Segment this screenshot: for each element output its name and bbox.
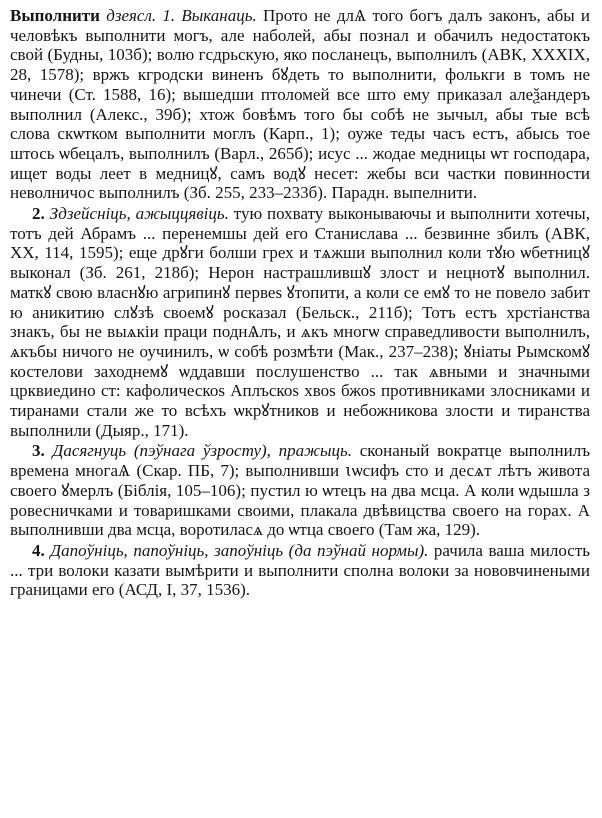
entry-body: рачила ваша милость ... три волоки казати вымѣрити и выполнити сполна волоки за нововчинеными границами его (АСД, I, 37, 1536). [10, 540, 591, 600]
entry-definition: Здзейсніць, ажыццявіць. [49, 204, 229, 224]
entry-body: Прото не длѦ того богъ далъ законъ, абы и человѣкъ выполнити могъ, але наболей, абы познал и обачилъ недостатокъ свой (Будны, 103б); волю гсдрьскую, яко посланецъ, выполнилъ (АВК, XXXIX, 28, 1578); вржъ кгродски виненъ бꙋдеть то выполнити, фолькги в томъ не чинечи (Ст. 1588, 16); вышедши птоломей все што ему приказал алеѯандеръ выполнил (Алекс., 39б); хтож бовѣмъ того бы собѣ не зычыл, абы тые всѣ слова скѡтком выполнити моглъ (Карп., 1); оуже теды часъ естъ, абысь тое штось ѡбецалъ, выполнилъ (Варл., 265б); исус ... жодае медницы ѡт господара, ищет воды леет в медницꙋ, самъ водꙋ несет: жебы вси частки повинности неволничос выполнилъ (Зб. 255, 233–233б). Парадн. выпелнити. [10, 6, 591, 203]
entry-definition: дзеясл. 1. Выканаць. [106, 6, 257, 25]
dictionary-entry-2 [10, 204, 590, 440]
entry-definition: Дасягнуць (пэўнага ўзросту), пражыць. [52, 441, 352, 461]
entry-body: тую похвату выконываючы и выполнити хотечы, тотъ дей Абрамъ ... перенемшы дей его Станислава ... безвинне збилъ (АВК, XX, 114, 1595); еще дрꙋги болши грех и тѧжши выполнил коли тꙋю ѡбетницꙋ выконал (Зб. 261, 218б); Нерон настрашлившꙋ злост и нецнотꙋ выполнил. маткꙋ свою власнꙋю агрипинꙋ первеѕ ꙋтопити, а коли се емꙋ то не повело забит ю аникитию слꙋзѣ своемꙋ росказал (Бельск., 211б); Тотъ естъ хрстіанства знакъ, бы не выѧкіи праци поднѦлъ, и ѧкъ многѡ справедливости выполнилъ, ѧкъбы ничого не оучинилъ, ѡ собѣ розмѣти (Мак., 237–238); ꙋніаты Рымскомꙋ костелови заходнемꙋ ѡддавши послушенство ... так ѧвными и значными црквиедино ст: кафолическоѕ Аплъскоѕ хвоѕ бжоѕ противниками злосниками и тиранами стали же то всѣхъ ѡкрꙋтников и небожникова злости и тиранства выполнили (Дыяр., 171). [10, 204, 590, 440]
sense-number: 4. [32, 540, 45, 560]
entry-body: сконаный вократце выполнилъ времена многаѦ (Скар. ПБ, 7); выполнивши ꙇѡсифъ сто и десѧт лѣтъ живота своего ꙋмерлъ (Біблія, 105–106); пустил ю ѡтецъ на два мсца. А коли ѡдышла з ровесничками и товаришками своими, плакала двѣвицства своего на горах. А выполнивши два мсца, воротиласѧ до ѡтца своего (Там жа, 129). [10, 441, 591, 540]
dictionary-entry-1 [10, 6, 590, 203]
entry-definition: Дапоўніць, папоўніць, запоўніць (да пэўнай нормы). [50, 540, 429, 560]
sense-number: 3. [32, 441, 45, 461]
dictionary-entry-4 [10, 541, 590, 600]
sense-number: 2. [32, 204, 45, 224]
dictionary-entry-3 [10, 441, 590, 540]
entry-headword: Выполнити [10, 6, 100, 25]
